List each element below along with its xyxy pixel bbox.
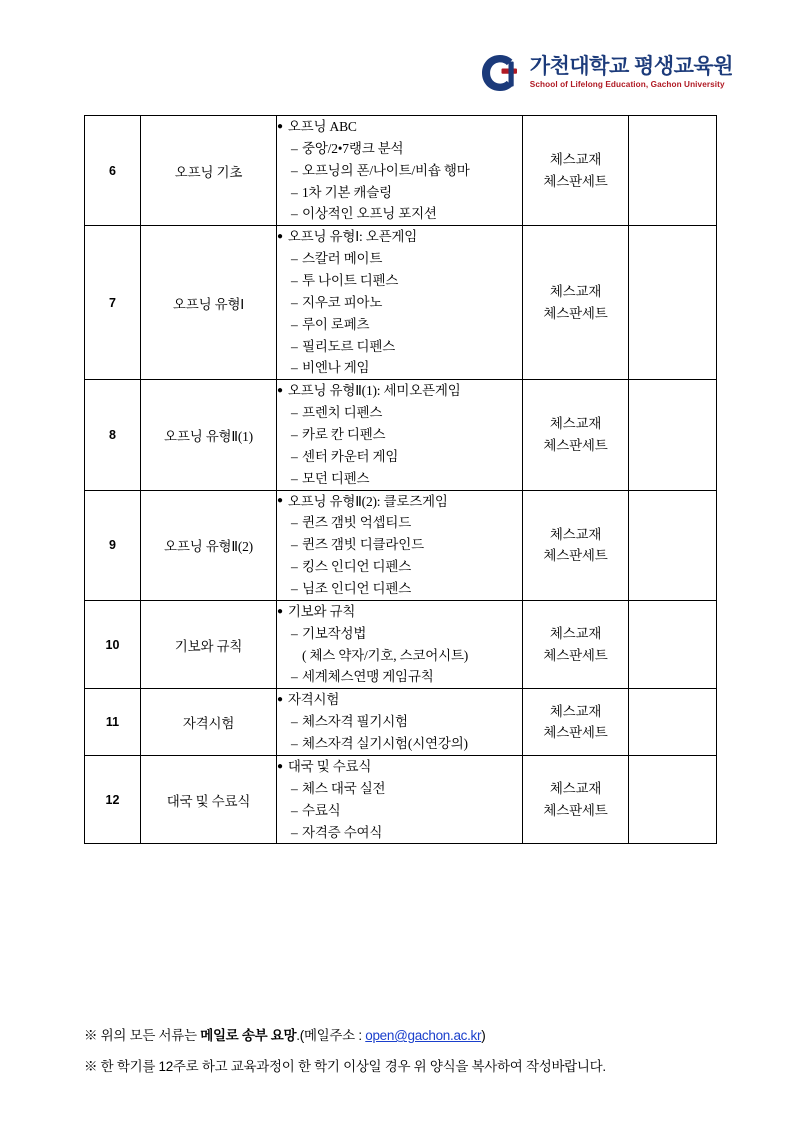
detail-item: – 체스 대국 실전 (277, 778, 522, 800)
detail-heading: ● 대국 및 수료식 (277, 758, 372, 774)
row-detail (277, 689, 523, 756)
material-line: 체스교재 (549, 416, 602, 432)
row-number: 11 (85, 689, 141, 756)
material-line: 체스판세트 (543, 173, 608, 189)
dash-icon: – (291, 162, 298, 178)
dash-icon: – (291, 581, 298, 597)
detail-heading: ● 오프닝 유형Ⅰ: 오픈게임 (277, 229, 418, 245)
row-number: 8 (85, 380, 141, 490)
detail-item: – 체스자격 실기시험(시연강의) (277, 733, 522, 755)
gachon-logo (479, 52, 733, 94)
row-number: 7 (85, 226, 141, 380)
detail-heading: ● 오프닝 ABC (277, 119, 357, 134)
dash-icon: – (291, 537, 298, 553)
note-line-1 (84, 1024, 744, 1044)
dash-icon: – (291, 405, 298, 421)
row-topic: 오프닝 유형Ⅱ(2) (141, 490, 277, 600)
logo-subtitle: School of Lifelong Education, Gachon University (529, 80, 725, 90)
dash-icon: – (291, 714, 298, 730)
bullet-icon: ● (277, 385, 283, 397)
row-material (523, 600, 629, 688)
row-detail (277, 116, 523, 226)
table-row (85, 755, 717, 843)
row-topic: 오프닝 기초 (141, 116, 277, 226)
material-line: 체스판세트 (543, 647, 608, 663)
detail-item: – 1차 기본 캐슬링 (277, 182, 522, 204)
dash-icon: – (291, 780, 298, 796)
row-note (629, 600, 717, 688)
gachon-emblem-icon (479, 52, 521, 94)
detail-item: – 루이 로페츠 (277, 314, 522, 336)
table-row (85, 380, 717, 490)
material-line: 체스판세트 (543, 437, 608, 453)
dash-icon: – (291, 802, 298, 818)
bullet-icon: ● (277, 120, 283, 132)
dash-icon: – (291, 140, 298, 156)
row-note (629, 226, 717, 380)
row-detail (277, 226, 523, 380)
row-material (523, 755, 629, 843)
detail-item: – 체스자격 필기시험 (277, 711, 522, 733)
row-number: 9 (85, 490, 141, 600)
detail-item: – 지우코 피아노 (277, 292, 522, 314)
dash-icon: – (291, 360, 298, 376)
dash-icon: – (291, 338, 298, 354)
row-material (523, 226, 629, 380)
detail-item: – 스칼러 메이트 (277, 248, 522, 270)
table-row (85, 689, 717, 756)
email-link[interactable]: open@gachon.ac.kr (365, 1028, 482, 1043)
detail-item: – 비엔나 게임 (277, 357, 522, 379)
detail-item: – 필리도르 디펜스 (277, 336, 522, 358)
row-number: 6 (85, 116, 141, 226)
dash-icon: – (291, 559, 298, 575)
curriculum-table-wrapper (84, 115, 716, 844)
detail-heading: ● 오프닝 유형Ⅱ(2): 클로즈게임 (277, 493, 448, 509)
curriculum-table (84, 115, 717, 844)
row-material (523, 380, 629, 490)
detail-item: – 센터 카운터 게임 (277, 446, 522, 468)
detail-item: – 중앙/2•7랭크 분석 (277, 138, 522, 160)
material-line: 체스교재 (549, 781, 602, 797)
row-detail (277, 755, 523, 843)
table-row (85, 226, 717, 380)
row-material (523, 689, 629, 756)
detail-item: – 퀸즈 갬빗 억셉티드 (277, 512, 522, 534)
bullet-icon: ● (277, 495, 283, 507)
bullet-icon: ● (277, 760, 283, 772)
detail-item: – 자격증 수여식 (277, 822, 522, 844)
row-material (523, 490, 629, 600)
row-topic: 대국 및 수료식 (141, 755, 277, 843)
material-line: 체스교재 (549, 626, 602, 642)
material-line: 체스교재 (549, 284, 602, 300)
note-middle: .(메일주소 : (296, 1028, 366, 1043)
dash-icon: – (291, 251, 298, 267)
row-note (629, 689, 717, 756)
material-line: 체스판세트 (543, 725, 608, 741)
material-line: 체스교재 (549, 703, 602, 719)
dash-icon: – (291, 184, 298, 200)
detail-item: – 수료식 (277, 800, 522, 822)
dash-icon: – (291, 206, 298, 222)
logo-text (530, 56, 733, 90)
dash-icon: – (291, 316, 298, 332)
detail-item: – 카로 칸 디펜스 (277, 424, 522, 446)
detail-item: – 님조 인디언 디펜스 (277, 578, 522, 600)
detail-item: – 오프닝의 폰/나이트/비숍 행마 (277, 160, 522, 182)
dash-icon: – (291, 669, 298, 685)
detail-item: – 킹스 인디언 디펜스 (277, 556, 522, 578)
dash-icon: – (291, 427, 298, 443)
detail-item: – 모던 디펜스 (277, 468, 522, 490)
detail-item: – 세계체스연맹 게임규칙 (277, 666, 522, 688)
detail-heading: ● 오프닝 유형Ⅱ(1): 세미오픈게임 (277, 383, 461, 399)
dash-icon: – (291, 515, 298, 531)
row-note (629, 755, 717, 843)
row-topic: 자격시험 (141, 689, 277, 756)
row-detail (277, 490, 523, 600)
material-line: 체스판세트 (543, 802, 608, 818)
bullet-icon: ● (277, 605, 283, 617)
material-line: 체스판세트 (543, 548, 608, 564)
row-number: 10 (85, 600, 141, 688)
row-detail (277, 380, 523, 490)
detail-heading: ● 자격시험 (277, 692, 340, 708)
curriculum-table-body (85, 116, 717, 844)
bullet-icon: ● (277, 231, 283, 243)
material-line: 체스교재 (549, 526, 602, 542)
material-line: 체스판세트 (543, 305, 608, 321)
table-row (85, 490, 717, 600)
bullet-icon: ● (277, 694, 283, 706)
detail-item: – 투 나이트 디펜스 (277, 270, 522, 292)
row-note (629, 490, 717, 600)
row-note (629, 380, 717, 490)
dash-icon: – (291, 625, 298, 641)
detail-heading: ● 기보와 규칙 (277, 603, 356, 619)
row-detail (277, 600, 523, 688)
note-suffix: ) (481, 1028, 486, 1043)
detail-subnote: ( 체스 약자/기호, 스코어시트) (302, 647, 469, 663)
detail-item: – 프렌치 디펜스 (277, 402, 522, 424)
row-material (523, 116, 629, 226)
table-row (85, 600, 717, 688)
row-number: 12 (85, 755, 141, 843)
row-note (629, 116, 717, 226)
detail-item: – 기보작성법 (277, 623, 522, 645)
row-topic: 기보와 규칙 (141, 600, 277, 688)
dash-icon: – (291, 824, 298, 840)
dash-icon: – (291, 294, 298, 310)
row-topic: 오프닝 유형Ⅰ (141, 226, 277, 380)
footer-notes (84, 1024, 744, 1086)
material-line: 체스교재 (549, 152, 602, 168)
dash-icon: – (291, 273, 298, 289)
note-line-2: ※ 한 학기를 12주로 하고 교육과정이 한 학기 이상일 경우 위 양식을 복사하여 작성바랍니다. (84, 1059, 606, 1074)
dash-icon: – (291, 470, 298, 486)
dash-icon: – (291, 448, 298, 464)
note-emphasis: 메일로 송부 요망 (200, 1028, 297, 1043)
detail-item: – 퀸즈 갬빗 디클라인드 (277, 534, 522, 556)
logo-title: 가천대학교 평생교육원 (529, 55, 733, 79)
dash-icon: – (291, 736, 298, 752)
row-topic: 오프닝 유형Ⅱ(1) (141, 380, 277, 490)
detail-item: – 이상적인 오프닝 포지션 (277, 203, 522, 225)
table-row (85, 116, 717, 226)
note-prefix: ※ 위의 모든 서류는 (84, 1028, 201, 1043)
